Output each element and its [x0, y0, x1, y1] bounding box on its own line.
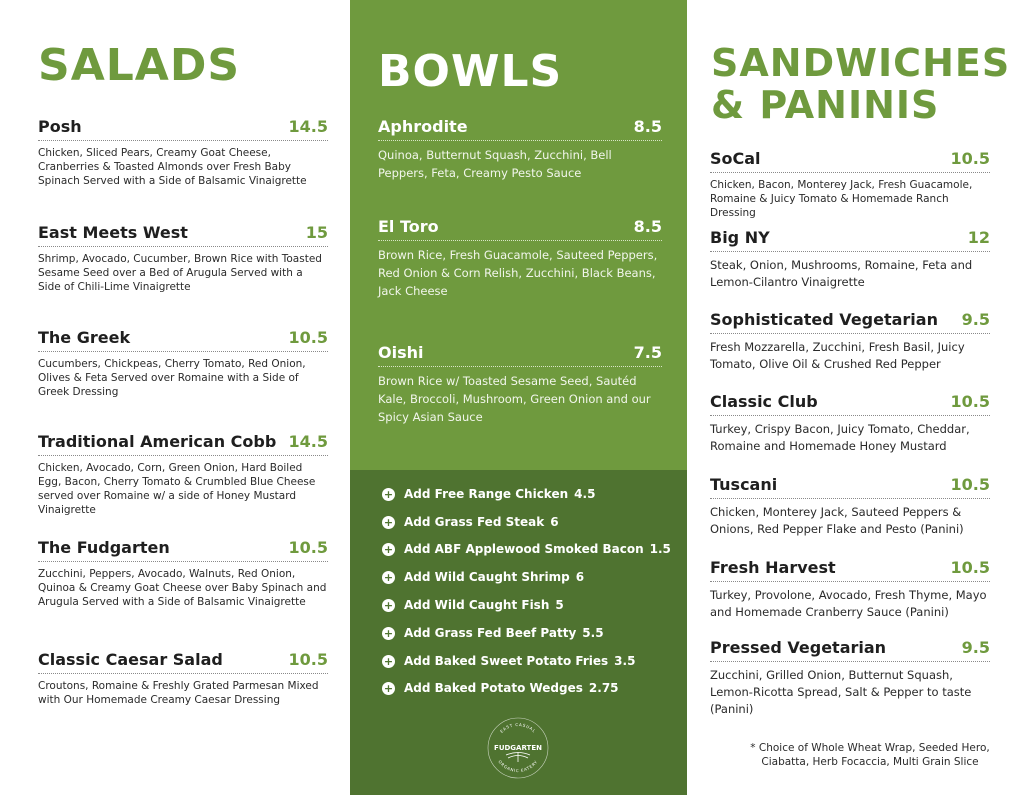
item-price: 10.5	[288, 328, 328, 347]
item-price: 10.5	[288, 650, 328, 669]
menu-item	[710, 392, 990, 455]
plus-icon: +	[383, 515, 394, 529]
item-description: Brown Rice, Fresh Guacamole, Sauteed Peppers, Red Onion & Corn Relish, Zucchini, Black Beans, Jack Cheese	[378, 248, 658, 298]
addon-item	[382, 542, 671, 556]
salads-heading: SALADS	[38, 40, 241, 91]
logo-arc-bottom: ORGANIC EATERY	[497, 759, 539, 774]
item-name: El Toro	[378, 217, 439, 236]
logo-arc-top: EAST CASUAL	[498, 721, 538, 734]
menu-item	[38, 328, 328, 399]
item-description: Turkey, Provolone, Avocado, Fresh Thyme, Mayo and Homemade Cranberry Sauce (Panini)	[710, 588, 987, 619]
plus-icon: +	[383, 681, 394, 695]
item-price: 10.5	[950, 149, 990, 168]
addon-price: 5	[555, 598, 564, 612]
item-price: 7.5	[633, 343, 662, 362]
item-description: Quinoa, Butternut Squash, Zucchini, Bell Peppers, Feta, Creamy Pesto Sauce	[378, 148, 612, 180]
item-name: Pressed Vegetarian	[710, 638, 887, 657]
addon-price: 4.5	[574, 487, 596, 501]
plus-icon: +	[383, 570, 394, 584]
menu-item	[38, 223, 328, 294]
plus-icon: +	[383, 598, 394, 612]
item-price: 9.5	[961, 638, 990, 657]
menu-item	[710, 558, 990, 621]
item-name: Oishi	[378, 343, 424, 362]
item-description: Brown Rice w/ Toasted Sesame Seed, Sautéd Kale, Broccoli, Mushroom, Green Onion and our Spicy Asian Sauce	[378, 374, 651, 424]
addon-price: 6	[550, 515, 559, 529]
item-name: Aphrodite	[378, 117, 468, 136]
addon-label: Add Grass Fed Steak	[404, 515, 545, 529]
salads-column	[0, 0, 350, 795]
menu-item	[710, 228, 990, 291]
item-price: 14.5	[288, 117, 328, 136]
addon-price: 5.5	[582, 626, 604, 640]
item-description: Turkey, Crispy Bacon, Juicy Tomato, Cheddar, Romaine and Homemade Honey Mustard	[710, 422, 970, 453]
item-name: The Greek	[38, 328, 131, 347]
addon-item	[382, 598, 564, 612]
item-price: 12	[967, 228, 990, 247]
item-name: Big NY	[710, 228, 770, 247]
item-price: 8.5	[633, 217, 662, 236]
item-description: Croutons, Romaine & Freshly Grated Parmesan Mixed with Our Homemade Creamy Caesar Dressing	[38, 680, 319, 706]
menu-item	[38, 538, 328, 609]
sandwiches-column	[687, 0, 1024, 795]
menu-item	[710, 310, 990, 373]
item-description: Chicken, Sliced Pears, Creamy Goat Cheese, Cranberries & Toasted Almonds over Fresh Baby Spinach Served with a Side of Balsamic Vinaigrette	[38, 147, 307, 187]
addon-price: 6	[575, 570, 585, 584]
addon-price: 2.75	[588, 681, 619, 695]
item-name: Sophisticated Vegetarian	[710, 310, 938, 329]
item-name: Posh	[38, 117, 82, 136]
menu-item	[378, 117, 662, 182]
plus-icon: +	[383, 626, 394, 640]
item-price: 8.5	[633, 117, 662, 136]
bowls-column	[350, 0, 687, 795]
menu-item	[38, 432, 328, 517]
addon-item	[382, 570, 584, 584]
plus-icon: +	[383, 542, 394, 556]
addon-label: Add Free Range Chicken	[404, 487, 569, 501]
item-description: Chicken, Avocado, Corn, Green Onion, Hard Boiled Egg, Bacon, Cherry Tomato & Crumbled Blue Cheese served over Romaine w/ a side of Honey Mustard Vinaigrette	[38, 462, 316, 516]
item-price: 10.5	[950, 558, 990, 577]
item-price: 9.5	[961, 310, 990, 329]
addon-label: Add Grass Fed Beef Patty	[404, 626, 577, 640]
item-price: 10.5	[288, 538, 328, 557]
item-price: 10.5	[950, 392, 990, 411]
plus-icon: +	[383, 654, 394, 668]
addon-item	[382, 626, 604, 640]
item-description: Fresh Mozzarella, Zucchini, Fresh Basil, Juicy Tomato, Olive Oil & Crushed Red Pepper	[710, 340, 965, 371]
item-price: 10.5	[950, 475, 990, 494]
menu-item	[710, 149, 990, 220]
item-description: Steak, Onion, Mushrooms, Romaine, Feta and Lemon-Cilantro Vinaigrette	[710, 258, 973, 289]
item-name: Traditional American Cobb	[38, 432, 277, 451]
addon-label: Add Baked Potato Wedges	[404, 681, 583, 695]
addons-panel	[350, 470, 687, 795]
sandwiches-heading-line1: SANDWICHES	[711, 41, 1011, 85]
item-description: Zucchini, Grilled Onion, Butternut Squash, Lemon-Ricotta Spread, Salt & Pepper to taste (Panini)	[710, 668, 972, 716]
item-price: 15	[305, 223, 328, 242]
item-description: Shrimp, Avocado, Cucumber, Brown Rice with Toasted Sesame Seed over a Bed of Arugula Served with a Side of Chili-Lime Vinaigrette	[38, 253, 322, 293]
item-price: 14.5	[288, 432, 328, 451]
bowls-panel	[350, 0, 687, 470]
sandwiches-heading-line2: & PANINIS	[711, 83, 940, 127]
item-description: Zucchini, Peppers, Avocado, Walnuts, Red Onion, Quinoa & Creamy Goat Cheese over Baby Spinach and Arugula Served with a Side of Balsamic Vinaigrette	[38, 568, 327, 608]
bread-footnote: * Choice of Whole Wheat Wrap, Seeded Hero, Ciabatta, Herb Focaccia, Multi Grain Slice	[750, 742, 990, 768]
fudgarten-logo	[486, 716, 550, 780]
addon-price: 3.5	[614, 654, 636, 668]
item-description: Chicken, Monterey Jack, Sauteed Peppers & Onions, Red Pepper Flake and Pesto (Panini)	[710, 505, 964, 536]
addon-label: Add Baked Sweet Potato Fries	[404, 654, 609, 668]
addon-label: Add ABF Applewood Smoked Bacon	[404, 542, 644, 556]
item-name: Classic Club	[710, 392, 818, 411]
bowls-heading: BOWLS	[378, 46, 563, 97]
menu-item	[378, 217, 662, 300]
addon-price: 1.5	[649, 542, 671, 556]
addon-item	[382, 654, 635, 668]
addon-label: Add Wild Caught Shrimp	[404, 570, 570, 584]
sandwiches-heading	[711, 42, 1010, 126]
menu-item	[38, 117, 328, 188]
item-description: Cucumbers, Chickpeas, Cherry Tomato, Red Onion, Olives & Feta Served over Romaine with a Side of Greek Dressing	[38, 358, 306, 398]
menu-item	[710, 475, 990, 538]
addon-label: Add Wild Caught Fish	[404, 598, 550, 612]
item-name: Fresh Harvest	[710, 558, 836, 577]
leaf-icon	[506, 752, 530, 762]
menu-item	[38, 650, 328, 707]
item-name: SoCal	[710, 149, 761, 168]
item-name: East Meets West	[38, 223, 188, 242]
svg-text:EAST CASUAL	[499, 722, 537, 734]
menu-item	[378, 343, 662, 426]
item-name: Classic Caesar Salad	[38, 650, 223, 669]
item-name: Tuscani	[710, 475, 778, 494]
addon-item	[382, 681, 619, 695]
addon-item	[382, 487, 595, 501]
addon-item	[382, 515, 559, 529]
menu-item	[710, 638, 990, 718]
item-name: The Fudgarten	[38, 538, 170, 557]
logo-name: FUDGARTEN	[494, 744, 542, 752]
item-description: Chicken, Bacon, Monterey Jack, Fresh Guacamole, Romaine & Juicy Tomato & Homemade Ranch Dressing	[710, 179, 973, 219]
plus-icon: +	[383, 487, 394, 501]
